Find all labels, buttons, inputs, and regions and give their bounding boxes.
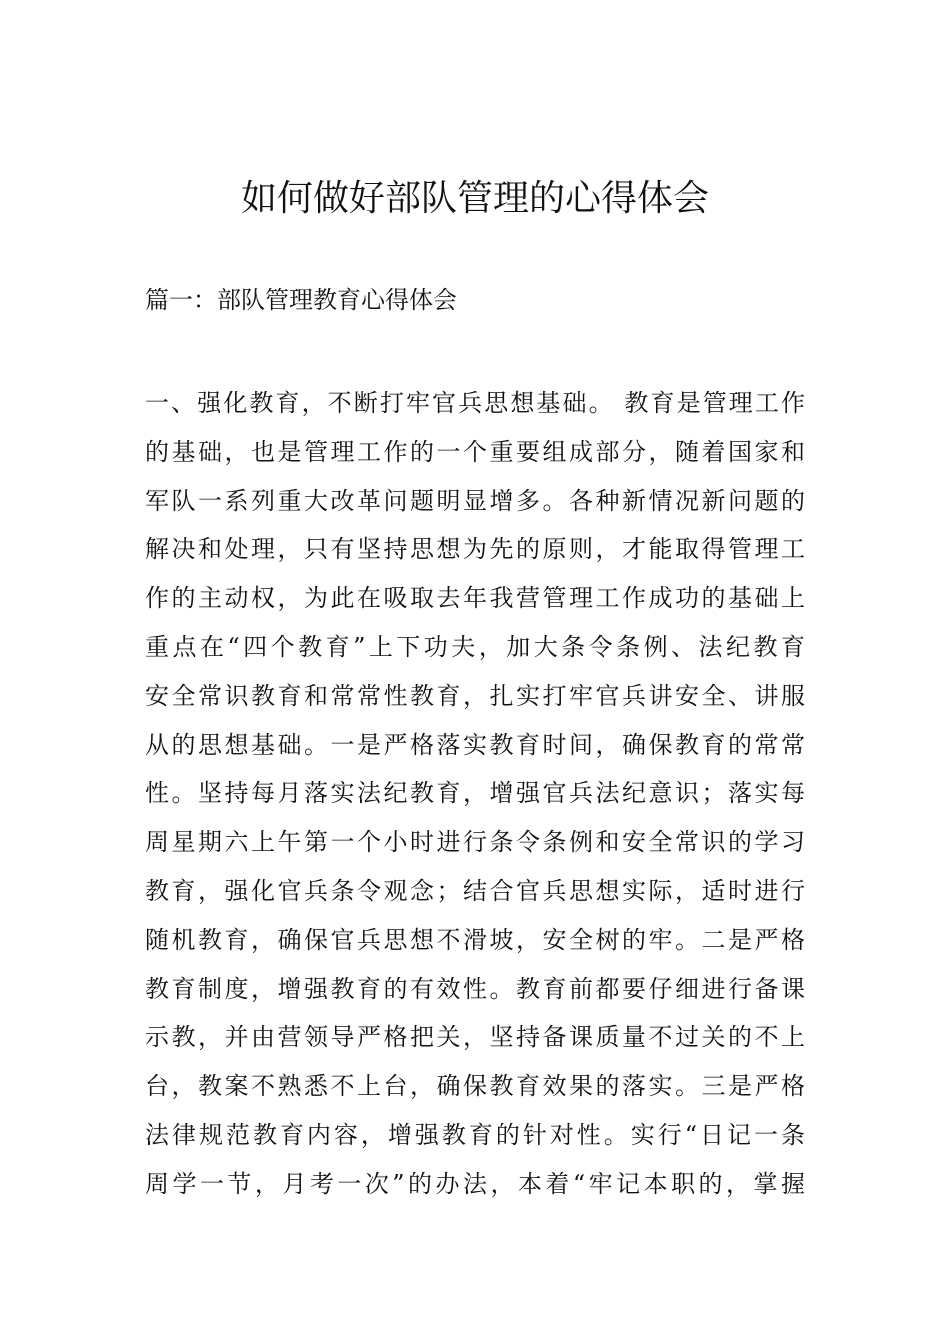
body-text-line: 作的主动权，为此在吸取去年我营管理工作成功的基础上 xyxy=(145,584,805,613)
body-text-line: 从的思想基础。一是严格落实教育时间，确保教育的常常 xyxy=(145,730,805,759)
body-text-line: 周星期六上午第一个小时进行条令条例和安全常识的学习 xyxy=(145,828,805,857)
body-paragraph xyxy=(145,379,805,1209)
body-text-line: 解决和处理，只有坚持思想为先的原则，才能取得管理工 xyxy=(145,535,805,564)
body-text-line: 教育制度，增强教育的有效性。教育前都要仔细进行备课 xyxy=(145,974,805,1003)
body-text-line: 示教，并由营领导严格把关，坚持备课质量不过关的不上 xyxy=(145,1023,805,1052)
body-text-line: 台，教案不熟悉不上台，确保教育效果的落实。三是严格 xyxy=(145,1072,805,1101)
body-text-line: 教育，强化官兵条令观念；结合官兵思想实际，适时进行 xyxy=(145,876,805,905)
body-text-line: 重点在“四个教育”上下功夫，加大条令条例、法纪教育 xyxy=(145,632,805,661)
body-text-line: 性。坚持每月落实法纪教育，增强官兵法纪意识；落实每 xyxy=(145,779,805,808)
section-heading: 篇一：部队管理教育心得体会 xyxy=(145,286,457,314)
document-title: 如何做好部队管理的心得体会 xyxy=(240,178,709,219)
body-text-line: 法律规范教育内容，增强教育的针对性。实行“日记一条 xyxy=(145,1120,805,1149)
body-text-line: 随机教育，确保官兵思想不滑坡，安全树的牢。二是严格 xyxy=(145,925,805,954)
body-text-line: 军队一系列重大改革问题明显增多。各种新情况新问题的 xyxy=(145,486,805,515)
body-text-line: 安全常识教育和常常性教育，扎实打牢官兵讲安全、讲服 xyxy=(145,681,805,710)
body-text-line: 周学一节，月考一次”的办法，本着“牢记本职的，掌握 xyxy=(145,1169,805,1198)
body-text-line: 的基础，也是管理工作的一个重要组成部分，随着国家和 xyxy=(145,437,805,466)
body-text-line: 一、强化教育，不断打牢官兵思想基础。 教育是管理工作 xyxy=(145,389,805,417)
